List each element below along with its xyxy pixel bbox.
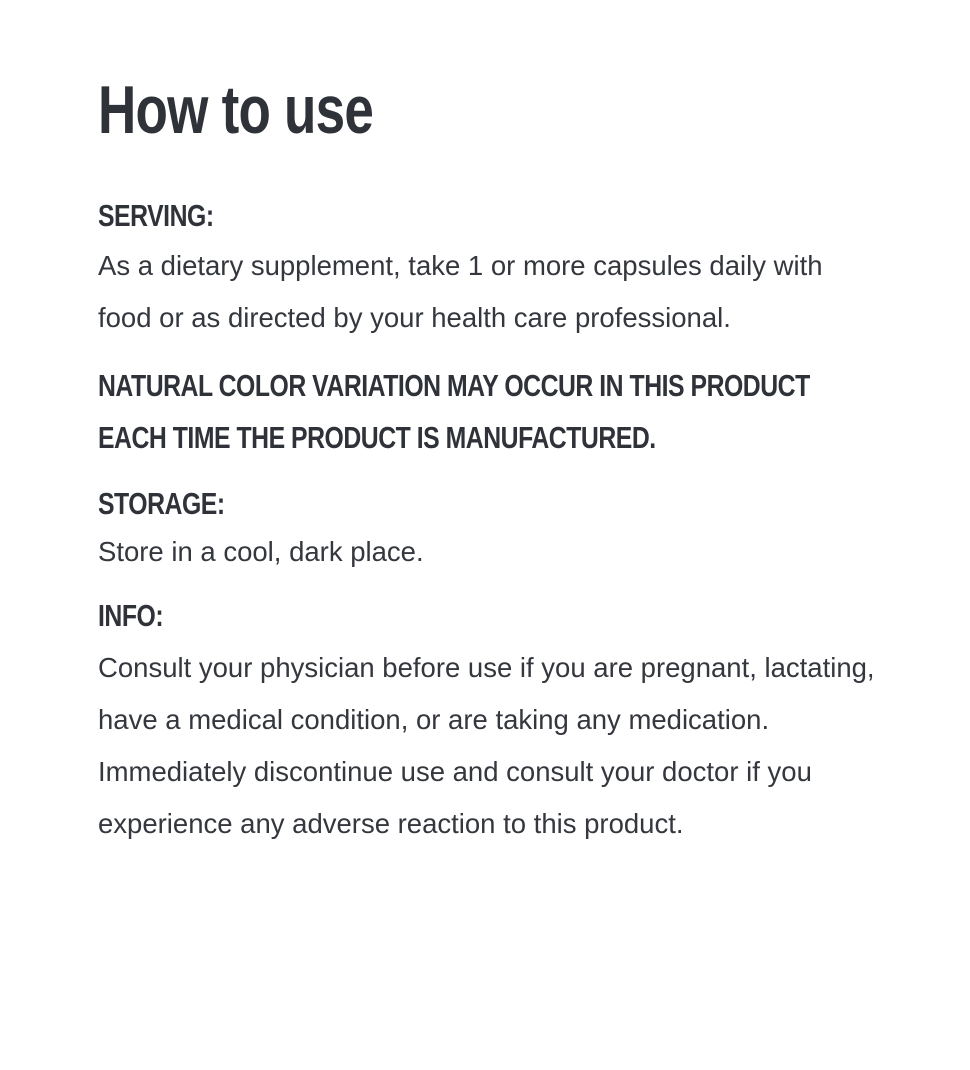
info-section xyxy=(98,596,880,850)
page-title: How to use xyxy=(98,72,374,148)
storage-label: STORAGE: xyxy=(98,486,225,521)
storage-text: Store in a cool, dark place. xyxy=(98,536,424,567)
color-variation-notice: NATURAL COLOR VARIATION MAY OCCUR IN THIS PRODUCT EACH TIME THE PRODUCT IS MANUFACTURED. xyxy=(98,368,810,455)
info-text: Consult your physician before use if you are pregnant, lactating, have a medical condition, or are taking any medication. Immediately discontinue use and consult your doctor if you experience any adverse reaction to this product. xyxy=(98,652,875,839)
serving-text: As a dietary supplement, take 1 or more capsules daily with food or as directed by your health care professional. xyxy=(98,250,823,333)
serving-label: SERVING: xyxy=(98,198,214,233)
storage-section xyxy=(98,484,880,578)
info-label: INFO: xyxy=(98,598,164,633)
serving-section xyxy=(98,196,880,344)
